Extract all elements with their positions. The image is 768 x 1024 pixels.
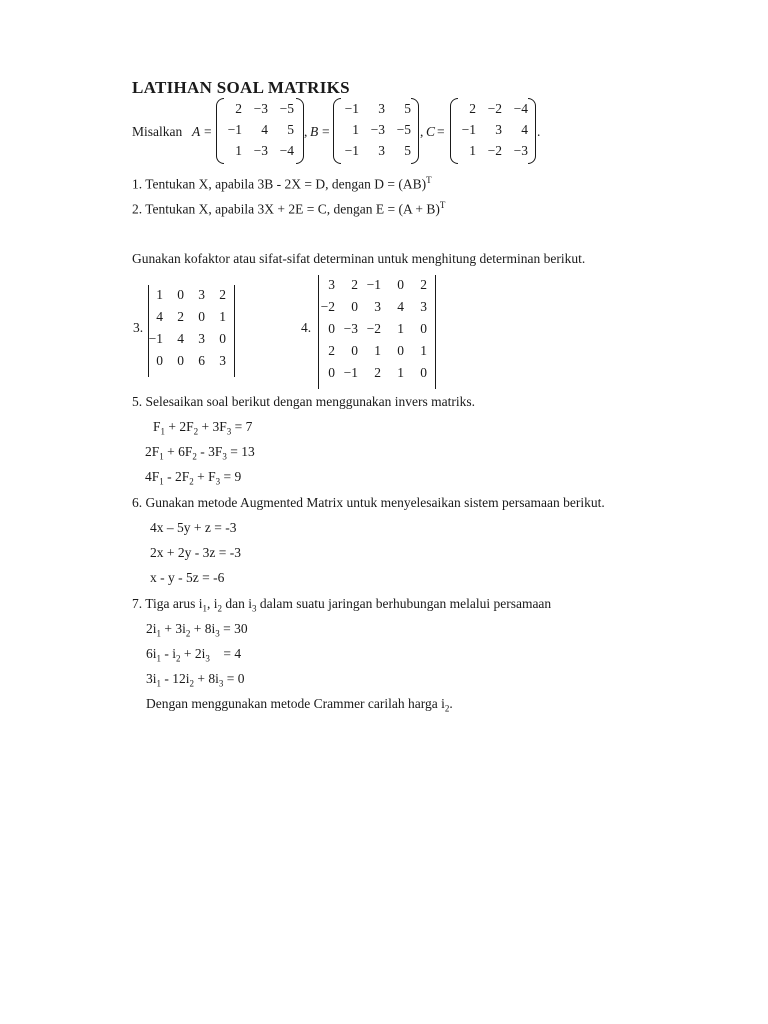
- matrix-cell: −3: [513, 143, 528, 158]
- matrix-b: [333, 98, 419, 164]
- text-segment: 2F: [145, 444, 160, 459]
- text-segment: F: [153, 419, 161, 434]
- question-5: 5. Selesaikan soal berikut dengan menggunakan invers matriks.: [132, 394, 476, 409]
- subscript: 3: [226, 426, 232, 437]
- subscript: 3: [252, 603, 257, 614]
- determinant-cell: 1: [397, 365, 404, 380]
- matrix-cell: −3: [253, 101, 268, 116]
- matrix-cell: 5: [404, 143, 411, 158]
- matrix-cell: 5: [404, 101, 411, 116]
- equation-line: 2x + 2y - 3z = -3: [150, 545, 241, 560]
- right-parenthesis: [296, 98, 304, 164]
- subscript: 2: [193, 426, 199, 437]
- determinant-cell: 0: [156, 353, 163, 368]
- matrix-a: [216, 98, 304, 164]
- text-segment: dan i: [222, 596, 253, 611]
- determinant-cell: 0: [198, 309, 205, 324]
- matrix-cell: 2: [469, 101, 476, 116]
- matrix-cell: −1: [344, 143, 359, 158]
- determinant-cell: 2: [374, 365, 381, 380]
- subscript: 1: [159, 451, 164, 462]
- subscript: 2: [192, 451, 197, 462]
- text-segment: + 6F: [163, 444, 193, 459]
- determinant-cell: 2: [219, 287, 226, 302]
- subscript: 3: [218, 678, 224, 689]
- subscript: 2: [185, 628, 191, 639]
- matrix-cell: 1: [235, 143, 242, 158]
- matrix-cell: 4: [521, 122, 528, 137]
- period: .: [537, 124, 541, 139]
- subscript: 1: [156, 653, 162, 664]
- subscript: 2: [217, 603, 223, 614]
- subscript: 3: [215, 476, 221, 487]
- determinant-cell: 0: [397, 343, 404, 358]
- matrix-a-symbol: A: [192, 124, 201, 139]
- matrix-cell: −2: [487, 143, 502, 158]
- determinant-cell: 0: [351, 343, 358, 358]
- subscript: 1: [159, 476, 164, 487]
- subscript: 2: [189, 476, 194, 487]
- matrix-cell: −1: [344, 101, 359, 116]
- intro-label: Misalkan: [132, 124, 183, 139]
- text-segment: Dengan menggunakan metode Crammer carilah harga i: [146, 696, 445, 711]
- determinant-cell: 1: [420, 343, 427, 358]
- determinant-cell: 2: [177, 309, 184, 324]
- determinant-cell: 4: [177, 331, 184, 346]
- text-segment: + 2F: [165, 419, 194, 434]
- transpose-superscript: T: [439, 200, 446, 210]
- subscript: 2: [176, 653, 181, 664]
- question-6: 6. Gunakan metode Augmented Matrix untuk menyelesaikan sistem persamaan berikut.: [132, 495, 605, 510]
- determinant-instructions: Gunakan kofaktor atau sifat-sifat determinan untuk menghitung determinan berikut.: [132, 251, 586, 266]
- subscript: 3: [205, 653, 210, 664]
- matrix-cell: 1: [352, 122, 359, 137]
- text-segment: = 9: [220, 469, 242, 484]
- matrix-cell: 2: [235, 101, 242, 116]
- question-3-number: 3.: [133, 320, 144, 335]
- equation-line: 4x – 5y + z = -3: [150, 520, 237, 535]
- determinant-cell: 2: [328, 343, 335, 358]
- text-segment: .: [449, 696, 453, 711]
- text-segment: dalam suatu jaringan berhubungan melalui persamaan: [256, 596, 552, 611]
- matrix-c-equals: =: [437, 124, 445, 139]
- determinant-cell: 0: [397, 277, 404, 292]
- matrix-cell: −4: [279, 143, 294, 158]
- equation-line: [146, 621, 248, 639]
- determinant-cell: −2: [320, 299, 335, 314]
- determinant-4: [318, 275, 438, 385]
- matrix-a-equals: =: [204, 124, 212, 139]
- subscript: 1: [156, 678, 162, 689]
- determinant-cell: 3: [374, 299, 381, 314]
- determinant-cell: 1: [219, 309, 226, 324]
- text-segment: 7. Tiga arus i: [132, 596, 203, 611]
- equation-line: [146, 671, 245, 689]
- determinant-cell: 2: [420, 277, 427, 292]
- determinant-cell: 0: [420, 365, 427, 380]
- matrix-cell: 3: [378, 143, 385, 158]
- text-segment: , i: [207, 596, 218, 611]
- determinant-cell: 1: [374, 343, 381, 358]
- text-segment: + F: [193, 469, 216, 484]
- determinant-cell: 3: [420, 299, 427, 314]
- determinant-cell: 0: [328, 365, 335, 380]
- text-segment: = 4: [209, 646, 242, 661]
- matrix-cell: −1: [461, 122, 476, 137]
- question-1: [132, 175, 432, 193]
- equation-line: [153, 419, 252, 437]
- matrix-cell: 1: [469, 143, 476, 158]
- text-segment: 6i: [146, 646, 157, 661]
- determinant-cell: 0: [177, 287, 184, 302]
- determinant-cell: 3: [328, 277, 335, 292]
- determinant-cell: −3: [343, 321, 358, 336]
- right-determinant-bar: [435, 275, 436, 389]
- equation-line: [145, 469, 241, 487]
- text-segment: + 3i: [161, 621, 186, 636]
- matrix-cell: −3: [370, 122, 385, 137]
- text-segment: + 8i: [190, 621, 216, 636]
- right-parenthesis: [411, 98, 419, 164]
- question-2-text: 2. Tentukan X, apabila 3X + 2E = C, dengan E = (A + B): [132, 201, 440, 217]
- subscript: 3: [222, 451, 227, 462]
- matrix-cell: −5: [396, 122, 411, 137]
- text-segment: = 13: [226, 444, 255, 459]
- matrix-b-symbol: B: [310, 124, 319, 139]
- text-segment: + 8i: [194, 671, 219, 686]
- comma-separator: ,: [420, 124, 424, 139]
- comma-separator: ,: [304, 124, 308, 139]
- matrix-c-symbol: C: [426, 124, 436, 139]
- determinant-cell: −2: [366, 321, 381, 336]
- determinant-cell: −1: [343, 365, 358, 380]
- equation-line: [146, 646, 241, 664]
- matrix-cell: −5: [279, 101, 294, 116]
- determinant-cell: 3: [198, 287, 205, 302]
- determinant-cell: 4: [156, 309, 163, 324]
- subscript: 2: [444, 703, 450, 714]
- text-segment: - i: [161, 646, 177, 661]
- determinant-cell: 0: [420, 321, 427, 336]
- right-determinant-bar: [234, 285, 235, 377]
- text-segment: = 7: [231, 419, 253, 434]
- determinant-cell: 4: [397, 299, 404, 314]
- question-7: [132, 596, 551, 614]
- text-segment: = 30: [219, 621, 248, 636]
- question-2: [132, 200, 445, 218]
- equation-line: [145, 444, 255, 462]
- determinant-cell: 0: [177, 353, 184, 368]
- matrix-cell: 5: [287, 122, 294, 137]
- determinant-cell: 2: [351, 277, 358, 292]
- determinant-cell: −1: [148, 331, 163, 346]
- text-segment: 2i: [146, 621, 157, 636]
- text-segment: = 0: [223, 671, 245, 686]
- question-4-number: 4.: [301, 320, 312, 335]
- matrix-cell: −4: [513, 101, 528, 116]
- matrix-cell: −1: [227, 122, 242, 137]
- matrix-b-equals: =: [322, 124, 330, 139]
- subscript: 2: [189, 678, 195, 689]
- determinant-cell: −1: [366, 277, 381, 292]
- text-segment: - 2F: [163, 469, 190, 484]
- subscript: 1: [202, 603, 208, 614]
- page-title: LATIHAN SOAL MATRIKS: [132, 78, 350, 97]
- text-segment: + 3F: [198, 419, 227, 434]
- determinant-cell: 0: [328, 321, 335, 336]
- determinant-cell: 0: [219, 331, 226, 346]
- matrix-c: [450, 98, 536, 164]
- subscript: 1: [160, 426, 166, 437]
- determinant-cell: 6: [198, 353, 205, 368]
- text-segment: - 3F: [196, 444, 223, 459]
- determinant-cell: 0: [351, 299, 358, 314]
- matrix-cell: −3: [253, 143, 268, 158]
- question-1-text: 1. Tentukan X, apabila 3B - 2X = D, dengan D = (AB): [132, 176, 427, 192]
- right-parenthesis: [528, 98, 536, 164]
- matrix-cell: 4: [261, 122, 268, 137]
- determinant-cell: 1: [156, 287, 163, 302]
- subscript: 3: [215, 628, 220, 639]
- text-segment: - 12i: [161, 671, 190, 686]
- text-segment: 3i: [146, 671, 157, 686]
- determinant-3: [148, 285, 232, 375]
- subscript: 1: [156, 628, 162, 639]
- matrix-cell: 3: [495, 122, 502, 137]
- transpose-superscript: T: [426, 175, 432, 185]
- equation-line: x - y - 5z = -6: [150, 570, 225, 585]
- determinant-cell: 1: [397, 321, 404, 336]
- matrix-cell: 3: [378, 101, 385, 116]
- matrix-cell: −2: [487, 101, 502, 116]
- text-segment: 4F: [145, 469, 160, 484]
- question-7-closing: [146, 696, 453, 714]
- text-segment: + 2i: [180, 646, 206, 661]
- determinant-cell: 3: [198, 331, 205, 346]
- determinant-cell: 3: [219, 353, 226, 368]
